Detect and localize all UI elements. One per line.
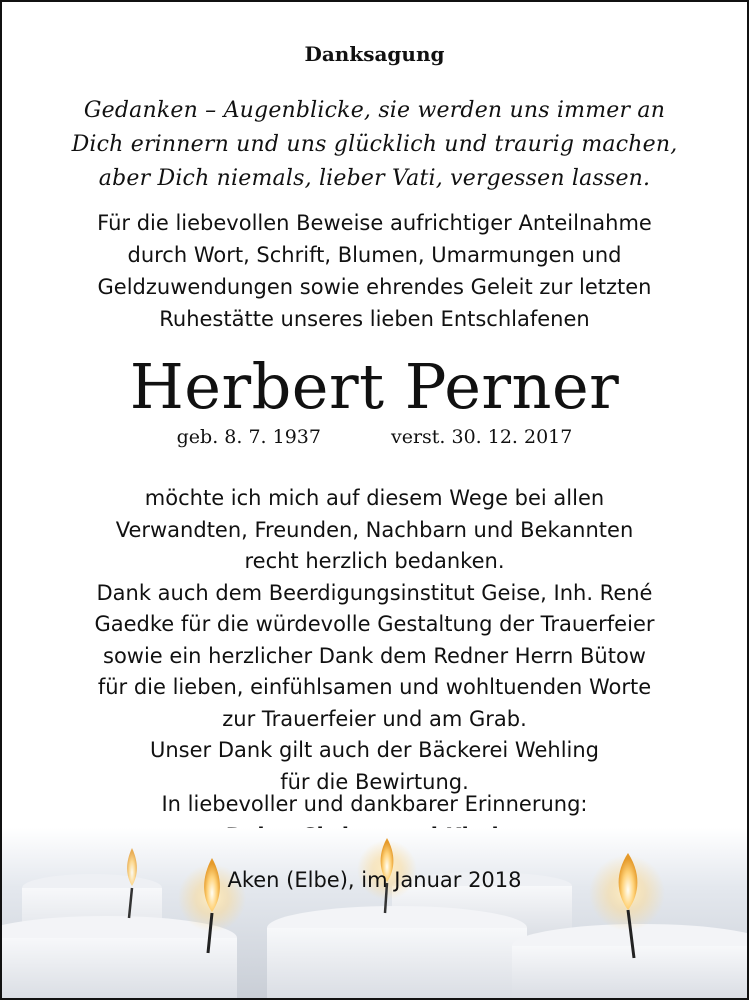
place-and-date: Aken (Elbe), im Januar 2018 [227,868,522,892]
poem-line: Gedanken – Augenblicke, sie werden uns immer an [83,98,666,123]
body-line: Dank auch dem Beerdigungsinstitut Geise, Inh. René [96,580,653,605]
body-line: Verwandten, Freunden, Nachbarn und Bekannten [115,517,634,542]
body-line: möchte ich mich auf diesem Wege bei allen [144,486,605,510]
body-line: recht herzlich bedanken. [244,549,505,573]
body-line: Unser Dank gilt auch der Bäckerei Wehling [149,738,600,762]
life-dates [2,422,747,452]
body-line: für die Bewirtung. [280,769,469,794]
death-date: verst. 30. 12. 2017 [390,426,573,448]
body-line: zur Trauerfeier und am Grab. [222,706,527,731]
body-line: sowie ein herzlicher Dank dem Redner Herrn Bütow [103,643,646,668]
poem-line: Dich erinnern und uns glücklich und traurig machen, [71,132,678,157]
closing-line: In liebevoller und dankbarer Erinnerung: [161,792,588,816]
poem-line: aber Dich niemals, lieber Vati, vergessen lassen. [98,166,651,191]
memorial-poem [2,94,747,196]
birth-date: geb. 8. 7. 1937 [176,426,321,448]
body-line: für die lieben, einfühlsamen und wohltuenden Worte [97,675,652,699]
candles-image [2,828,747,998]
intro-line: Geldzuwendungen sowie ehrendes Geleit zur letzten [97,275,652,299]
intro-paragraph [2,207,747,335]
intro-line: Ruhestätte unseres lieben Entschlafenen [159,307,590,331]
body-line: Gaedke für die würdevolle Gestaltung der Trauerfeier [94,612,655,636]
intro-line: durch Wort, Schrift, Blumen, Umarmungen und [127,243,622,267]
deceased-name: Herbert Perner [129,350,620,423]
thanks-paragraph [2,483,747,798]
intro-line: Für die liebevollen Beweise aufrichtiger Anteilnahme [97,211,652,235]
notice-title: Danksagung [304,42,445,66]
